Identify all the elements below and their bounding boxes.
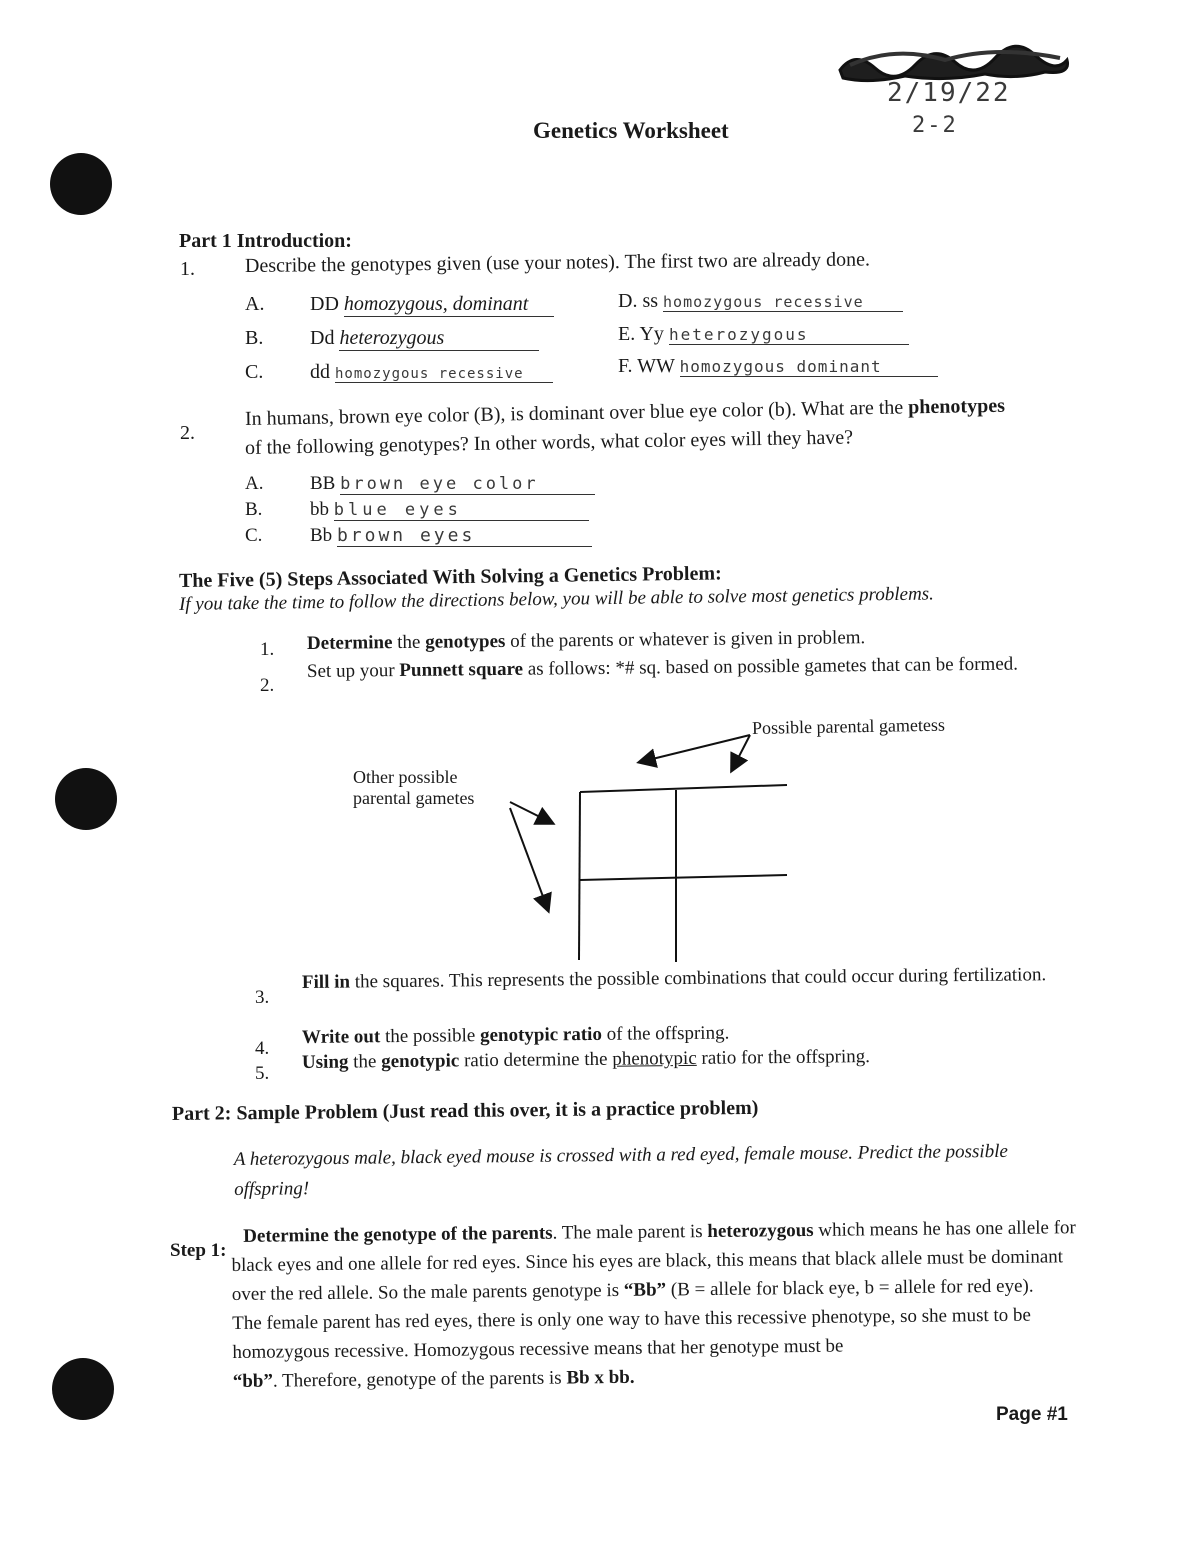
diagram-label-left-1: Other possible bbox=[353, 767, 458, 787]
step5-number: 5. bbox=[255, 1063, 270, 1084]
date-handwritten: 2/19/22 bbox=[887, 78, 1011, 108]
q2-answer-c: brown eyes bbox=[337, 525, 592, 547]
step4-text: Write out the possible genotypic ratio of the offspring. bbox=[301, 1022, 730, 1048]
q1-answer-d: homozygous recessive bbox=[663, 293, 903, 312]
punnett-square-diagram bbox=[500, 720, 800, 970]
punnett-left-line bbox=[579, 792, 580, 960]
step2-text: Set up your Punnett square as follows: *# sq. based on possible gametes that can be formed. bbox=[306, 653, 1019, 682]
q2-number: 2. bbox=[180, 422, 195, 444]
step3-number: 3. bbox=[255, 987, 270, 1008]
part2-heading: Part 2: Sample Problem (Just read this over, it is a practice problem) bbox=[171, 1096, 759, 1125]
step3-text: Fill in the squares. This represents the possible combinations that could occur during fertilization. bbox=[301, 964, 1047, 993]
arrow-left-lower bbox=[510, 808, 548, 910]
q2-item-b: B. bb blue eyes bbox=[245, 499, 589, 521]
step1-number: 1. bbox=[260, 639, 275, 660]
page-title: Genetics Worksheet bbox=[533, 118, 729, 143]
q1-item-d: D. ss homozygous recessive bbox=[618, 290, 903, 313]
step1-text: Determine the genotypes of the parents or whatever is given in problem. bbox=[306, 627, 866, 654]
punch-hole-top bbox=[50, 153, 112, 215]
step4-number: 4. bbox=[255, 1038, 270, 1059]
q1-answer-e: heterozygous bbox=[669, 325, 909, 345]
q1-item-f: F. WW homozygous dominant bbox=[618, 355, 938, 378]
steps-intro: If you take the time to follow the directions below, you will be able to solve most genetics problems. bbox=[178, 583, 935, 615]
period-handwritten: 2-2 bbox=[912, 113, 958, 138]
page-number: Page #1 bbox=[996, 1404, 1068, 1425]
diagram-label-left-2: parental gametes bbox=[353, 788, 475, 808]
q2-prompt-line2: of the following genotypes? In other words, what color eyes will they have? bbox=[244, 426, 854, 459]
part2-problem: A heterozygous male, black eyed mouse is crossed with a red eyed, female mouse. Predict the possible offspring! bbox=[233, 1140, 1008, 1200]
punnett-middle-line bbox=[580, 875, 787, 880]
part2-step1-label: Step 1: bbox=[170, 1240, 227, 1261]
punch-hole-bottom bbox=[52, 1358, 114, 1420]
part1-heading: Part 1 Introduction: bbox=[179, 230, 352, 252]
q2-prompt-line1: In humans, brown eye color (B), is dominant over blue eye color (b). What are the phenotypes bbox=[244, 394, 1006, 430]
punnett-top-line bbox=[580, 785, 787, 792]
arrow-top-left bbox=[640, 735, 750, 762]
arrow-top-right bbox=[732, 735, 750, 770]
step2-number: 2. bbox=[260, 675, 275, 696]
arrow-left-upper bbox=[510, 802, 552, 823]
q2-item-a: A. BB brown eye color bbox=[245, 473, 595, 495]
q1-number: 1. bbox=[180, 258, 195, 280]
step5-text: Using the genotypic ratio determine the phenotypic ratio for the offspring. bbox=[301, 1046, 871, 1073]
q1-answer-a: homozygous, dominant bbox=[344, 293, 554, 317]
q2-answer-b: blue eyes bbox=[334, 500, 589, 521]
part2-step1-text: Determine the genotype of the parents. The male parent is heterozygous which means he has one allele for black eyes and one allele for red eyes. Since his eyes are black, this means that black allele must be dominant over the red allele. So the male parents genotype is “Bb” (B = allele for black eye, b = allele for red eye). The female parent has red eyes, there is only one way to have this recessive phenotype, so she must to be homozygous recessive. Homozygous recessive means that her genotype must be“bb”. Therefore, genotype of the parents is Bb x bb. bbox=[231, 1217, 1076, 1392]
diagram-label-top: Possible parental gametess bbox=[751, 714, 946, 738]
punch-hole-middle bbox=[55, 768, 117, 830]
q1-item-c: C. dd homozygous recessive bbox=[245, 361, 553, 384]
q1-item-b: B. Dd heterozygous bbox=[245, 327, 539, 351]
q1-answer-c: homozygous recessive bbox=[335, 366, 553, 383]
steps-heading: The Five (5) Steps Associated With Solving a Genetics Problem: bbox=[178, 562, 722, 592]
q1-answer-f: homozygous dominant bbox=[680, 357, 938, 377]
q1-item-e: E. Yy heterozygous bbox=[618, 323, 909, 346]
q1-item-a: A. DD homozygous, dominant bbox=[245, 293, 554, 317]
q1-answer-b: heterozygous bbox=[339, 327, 539, 351]
q2-answer-a: brown eye color bbox=[340, 474, 595, 495]
q1-prompt: Describe the genotypes given (use your notes). The first two are already done. bbox=[244, 248, 871, 277]
q2-item-c: C. Bb brown eyes bbox=[245, 525, 592, 547]
